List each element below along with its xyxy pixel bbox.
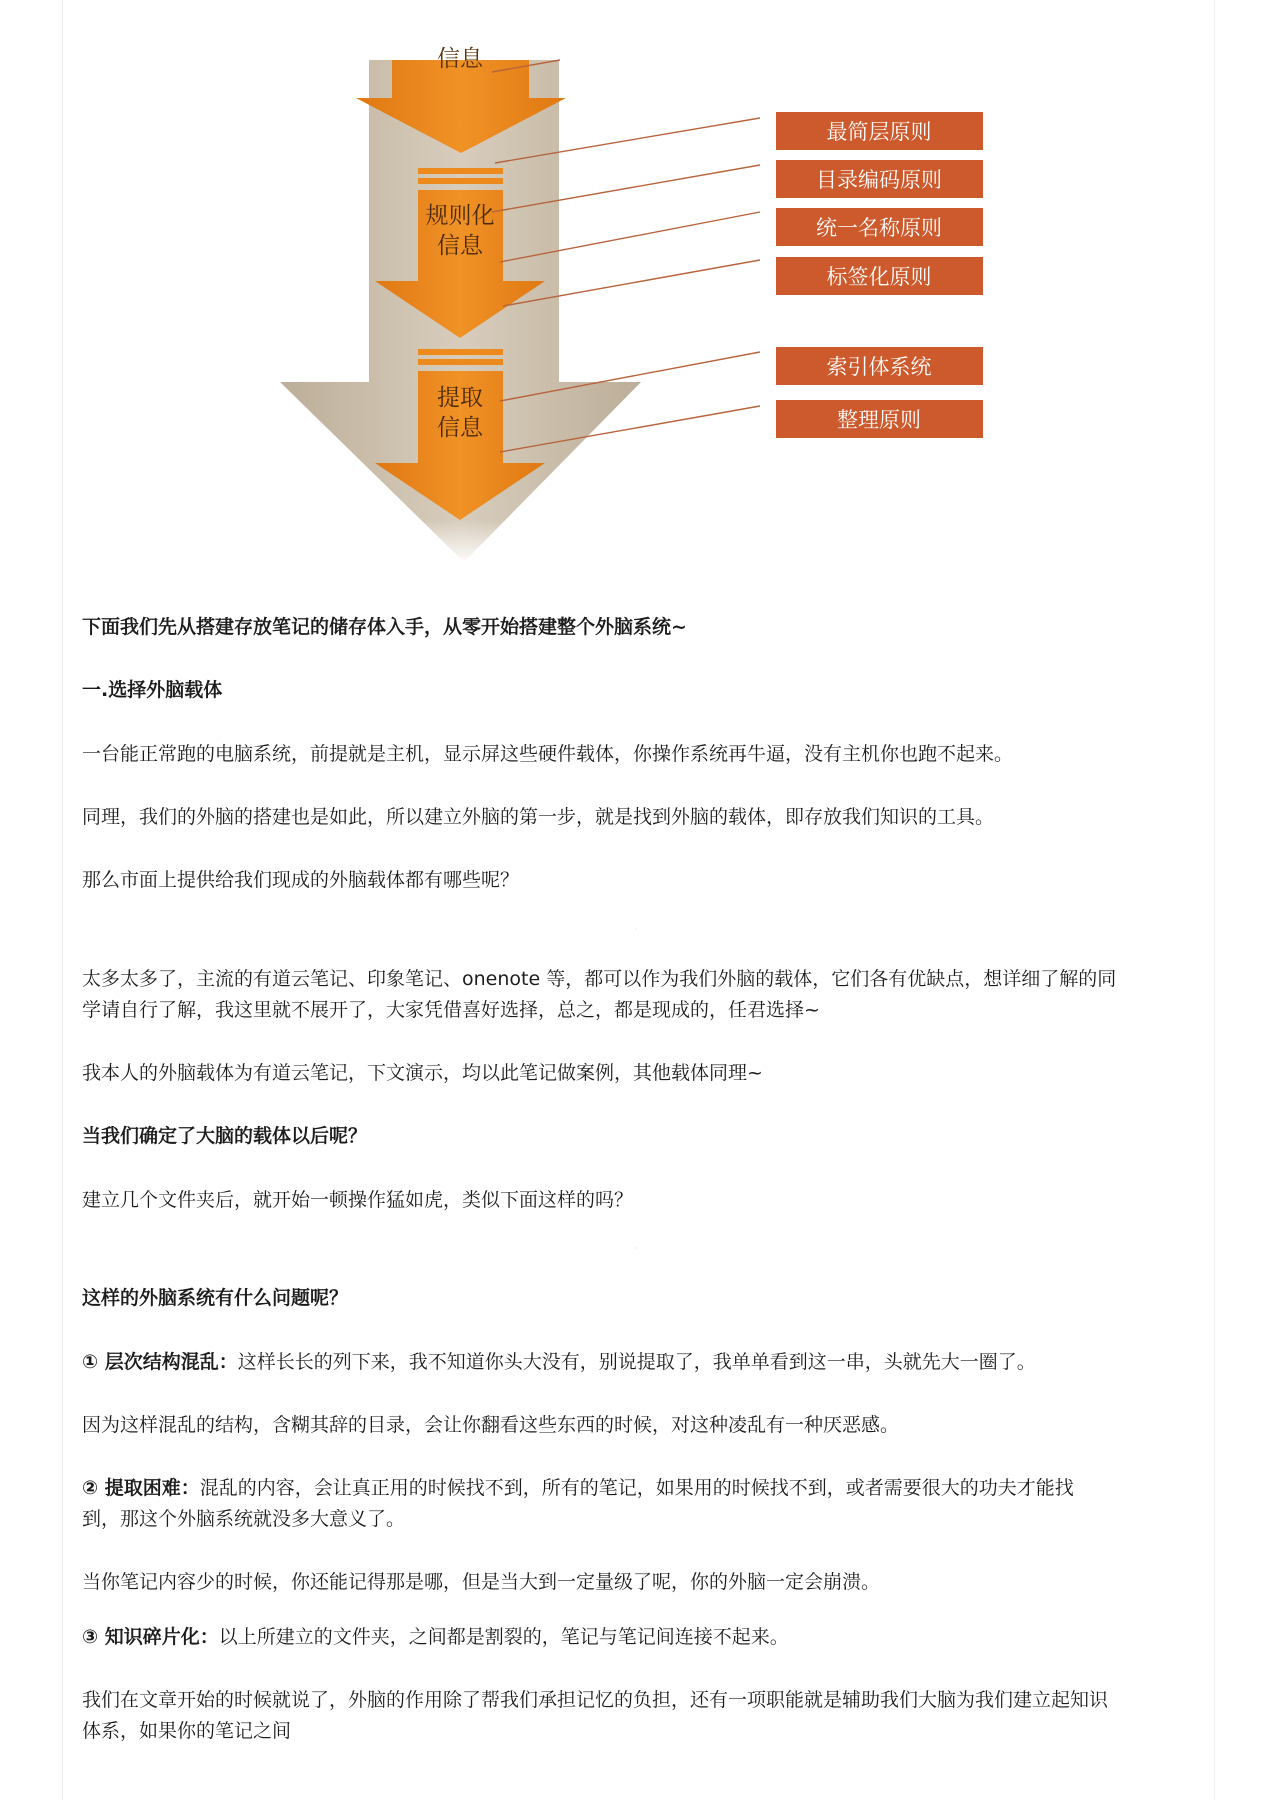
- item-1-label: ① 层次结构混乱：: [82, 1351, 238, 1373]
- top-cut-label: 信息: [437, 46, 483, 72]
- stage2-label-line1: 规则化: [425, 203, 495, 229]
- item-3-label: ③ 知识碎片化：: [82, 1626, 219, 1648]
- item-1-text: 这样长长的列下来，我不知道你头大没有，别说提取了，我单单看到这一串，头就先大一圈了。: [237, 1351, 1036, 1373]
- knowledge-flow-diagram: [0, 0, 1273, 580]
- paragraph-9-line1: 我们在文章开始的时候就说了，外脑的作用除了帮我们承担记忆的负担，还有一项职能就是辅助我们大脑为我们建立起知识: [82, 1689, 1109, 1711]
- paragraph-3: 那么市面上提供给我们现成的外脑载体都有哪些呢？: [82, 869, 520, 891]
- intro-paragraph: 下面我们先从搭建存放笔记的储存体入手，从零开始搭建整个外脑系统~: [82, 616, 687, 638]
- paragraph-9-line2: 体系，如果你的笔记之间: [82, 1720, 292, 1742]
- paragraph-4-line1: 太多太多了，主流的有道云笔记、印象笔记、onenote 等，都可以作为我们外脑的载体，它们各有优缺点，想详细了解的同: [82, 968, 1117, 990]
- item-3-text: 以上所建立的文件夹，之间都是割裂的，笔记与笔记间连接不起来。: [218, 1626, 789, 1648]
- question-1: 当我们确定了大脑的载体以后呢？: [82, 1125, 368, 1147]
- item-2-label: ② 提取困难：: [82, 1477, 200, 1499]
- separator-bar: [418, 178, 503, 184]
- paragraph-1: 一台能正常跑的电脑系统，前提就是主机，显示屏这些硬件载体，你操作系统再牛逼，没有主机你也跑不起来。: [82, 743, 1014, 765]
- principle-box-3: 统一名称原则: [816, 216, 942, 240]
- paragraph-5: 我本人的外脑载体为有道云笔记，下文演示，均以此笔记做案例，其他载体同理~: [82, 1062, 763, 1084]
- paragraph-4-line2: 学请自行了解，我这里就不展开了，大家凭借喜好选择，总之，都是现成的，任君选择~: [82, 999, 820, 1021]
- principle-box-4: 标签化原则: [826, 265, 932, 289]
- separator-bar: [418, 168, 503, 174]
- paragraph-7: 因为这样混乱的结构，含糊其辞的目录，会让你翻看这些东西的时候，对这种凌乱有一种厌恶感。: [82, 1414, 900, 1436]
- image-placeholder-dot: ·: [635, 1244, 638, 1253]
- arrow-fade: [280, 520, 642, 565]
- principle-box-2: 目录编码原则: [816, 168, 942, 192]
- stage2-label-line2: 信息: [437, 233, 483, 259]
- question-2: 这样的外脑系统有什么问题呢？: [82, 1287, 349, 1309]
- item-2-text-line1: 混乱的内容，会让真正用的时候找不到，所有的笔记，如果用的时候找不到，或者需要很大的功夫才能找: [199, 1477, 1074, 1499]
- separator-bar: [418, 359, 503, 365]
- paragraph-8: 当你笔记内容少的时候，你还能记得那是哪，但是当大到一定量级了呢，你的外脑一定会崩溃。: [82, 1571, 881, 1593]
- retrieval-box-1: 索引体系统: [826, 355, 932, 379]
- separator-bar: [418, 349, 503, 355]
- image-placeholder-dot: ·: [635, 925, 638, 934]
- item-3: [82, 1622, 1202, 1653]
- section1-title: 一.选择外脑载体: [82, 679, 223, 701]
- retrieval-box-2: 整理原则: [837, 408, 921, 432]
- principle-box-1: 最简层原则: [826, 120, 932, 144]
- stage3-label-line2: 信息: [437, 415, 483, 441]
- item-2-line2: 到，那这个外脑系统就没多大意义了。: [82, 1508, 406, 1530]
- item-1: [82, 1347, 1202, 1378]
- stage3-label-line1: 提取: [437, 385, 483, 411]
- item-2-line1: [82, 1473, 1202, 1504]
- paragraph-2: 同理，我们的外脑的搭建也是如此，所以建立外脑的第一步，就是找到外脑的载体，即存放我们知识的工具。: [82, 806, 995, 828]
- paragraph-6: 建立几个文件夹后，就开始一顿操作猛如虎，类似下面这样的吗？: [82, 1189, 634, 1211]
